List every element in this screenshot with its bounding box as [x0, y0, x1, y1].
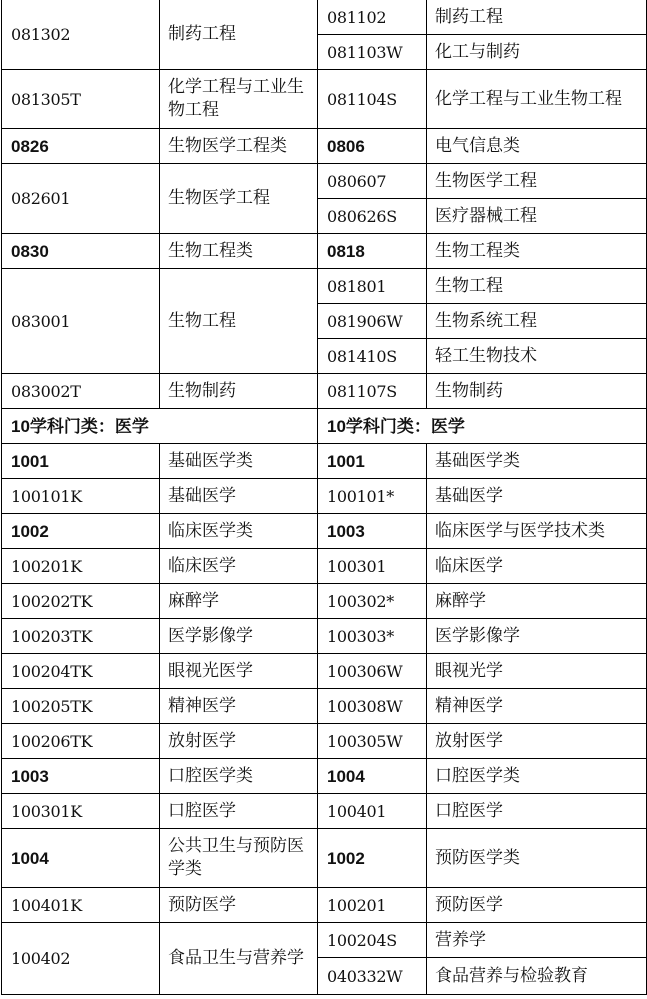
new-name-cell: 制药工程 [160, 0, 318, 70]
new-name-cell: 预防医学 [160, 888, 318, 923]
new-code-cell: 100101K [2, 479, 160, 514]
new-code-cell: 100401K [2, 888, 160, 923]
old-code-cell: 100401 [318, 794, 427, 829]
old-code-cell: 081102 [318, 0, 427, 35]
new-name-cell: 临床医学 [160, 549, 318, 584]
new-name-cell: 生物医学工程类 [160, 129, 318, 164]
new-code-cell: 081305T [2, 70, 160, 129]
new-class-code-cell: 0826 [2, 129, 160, 164]
new-class-code-cell: 1003 [2, 759, 160, 794]
table-row [2, 689, 647, 724]
table-row [2, 479, 647, 514]
old-name-cell: 生物工程 [427, 269, 647, 304]
new-code-cell: 100206TK [2, 724, 160, 759]
table-row [2, 759, 647, 794]
old-name-cell: 生物制药 [427, 374, 647, 409]
table-row [2, 724, 647, 759]
new-discipline-header: 10学科门类：医学 [2, 409, 318, 444]
old-name-cell: 医学影像学 [427, 619, 647, 654]
new-code-cell: 100402 [2, 923, 160, 995]
old-name-cell: 化学工程与工业生物工程 [427, 70, 647, 129]
old-name-cell: 基础医学类 [427, 444, 647, 479]
new-name-cell: 放射医学 [160, 724, 318, 759]
new-name-cell: 眼视光医学 [160, 654, 318, 689]
old-class-code-cell: 1004 [318, 759, 427, 794]
table-row [2, 129, 647, 164]
old-name-cell: 食品营养与检验教育 [427, 958, 647, 995]
table-row [2, 269, 647, 304]
new-class-code-cell: 1001 [2, 444, 160, 479]
old-name-cell: 放射医学 [427, 724, 647, 759]
old-code-cell: 080607 [318, 164, 427, 199]
old-code-cell: 100201 [318, 888, 427, 923]
old-name-cell: 口腔医学类 [427, 759, 647, 794]
old-name-cell: 麻醉学 [427, 584, 647, 619]
old-class-code-cell: 1002 [318, 829, 427, 888]
table-row [2, 794, 647, 829]
old-code-cell: 081906W [318, 304, 427, 339]
old-code-cell: 100306W [318, 654, 427, 689]
new-class-code-cell: 1004 [2, 829, 160, 888]
new-name-cell: 公共卫生与预防医学类 [160, 829, 318, 888]
major-comparison-table [1, 0, 647, 995]
new-name-cell: 食品卫生与营养学 [160, 923, 318, 995]
new-code-cell: 100201K [2, 549, 160, 584]
old-name-cell: 电气信息类 [427, 129, 647, 164]
new-code-cell: 083001 [2, 269, 160, 374]
table-row [2, 70, 647, 129]
table-row [2, 0, 647, 35]
old-code-cell: 081103W [318, 35, 427, 70]
old-name-cell: 临床医学与医学技术类 [427, 514, 647, 549]
new-code-cell: 100203TK [2, 619, 160, 654]
new-name-cell: 化学工程与工业生物工程 [160, 70, 318, 129]
new-name-cell: 医学影像学 [160, 619, 318, 654]
old-code-cell: 080626S [318, 199, 427, 234]
old-name-cell: 化工与制药 [427, 35, 647, 70]
old-code-cell: 100101* [318, 479, 427, 514]
old-code-cell: 100204S [318, 923, 427, 958]
new-name-cell: 生物制药 [160, 374, 318, 409]
old-class-code-cell: 1001 [318, 444, 427, 479]
old-code-cell: 100303* [318, 619, 427, 654]
old-name-cell: 基础医学 [427, 479, 647, 514]
old-name-cell: 精神医学 [427, 689, 647, 724]
new-name-cell: 临床医学类 [160, 514, 318, 549]
new-name-cell: 基础医学 [160, 479, 318, 514]
new-name-cell: 精神医学 [160, 689, 318, 724]
table-row [2, 888, 647, 923]
old-code-cell: 100308W [318, 689, 427, 724]
table-row [2, 584, 647, 619]
new-code-cell: 100204TK [2, 654, 160, 689]
table-row [2, 619, 647, 654]
table-row [2, 164, 647, 199]
table-row [2, 829, 647, 888]
new-code-cell: 083002T [2, 374, 160, 409]
old-name-cell: 临床医学 [427, 549, 647, 584]
old-name-cell: 预防医学类 [427, 829, 647, 888]
new-class-code-cell: 1002 [2, 514, 160, 549]
old-class-code-cell: 1003 [318, 514, 427, 549]
old-name-cell: 生物医学工程 [427, 164, 647, 199]
old-name-cell: 轻工生物技术 [427, 339, 647, 374]
new-code-cell: 100301K [2, 794, 160, 829]
new-name-cell: 生物工程 [160, 269, 318, 374]
new-code-cell: 081302 [2, 0, 160, 70]
old-name-cell: 口腔医学 [427, 794, 647, 829]
old-name-cell: 营养学 [427, 923, 647, 958]
old-class-code-cell: 0806 [318, 129, 427, 164]
new-code-cell: 082601 [2, 164, 160, 234]
new-class-code-cell: 0830 [2, 234, 160, 269]
old-code-cell: 081107S [318, 374, 427, 409]
table-row [2, 234, 647, 269]
new-name-cell: 生物工程类 [160, 234, 318, 269]
table-row [2, 444, 647, 479]
table-row-section-header [2, 409, 647, 444]
table-row [2, 374, 647, 409]
new-code-cell: 100205TK [2, 689, 160, 724]
old-code-cell: 100302* [318, 584, 427, 619]
table-row [2, 654, 647, 689]
old-name-cell: 生物系统工程 [427, 304, 647, 339]
new-name-cell: 基础医学类 [160, 444, 318, 479]
old-code-cell: 081104S [318, 70, 427, 129]
old-code-cell: 040332W [318, 958, 427, 995]
new-name-cell: 生物医学工程 [160, 164, 318, 234]
new-name-cell: 口腔医学 [160, 794, 318, 829]
old-name-cell: 眼视光学 [427, 654, 647, 689]
table-row [2, 549, 647, 584]
old-code-cell: 081410S [318, 339, 427, 374]
new-name-cell: 口腔医学类 [160, 759, 318, 794]
old-name-cell: 医疗器械工程 [427, 199, 647, 234]
table-row [2, 923, 647, 958]
old-code-cell: 100305W [318, 724, 427, 759]
old-name-cell: 生物工程类 [427, 234, 647, 269]
old-name-cell: 预防医学 [427, 888, 647, 923]
old-code-cell: 081801 [318, 269, 427, 304]
old-name-cell: 制药工程 [427, 0, 647, 35]
old-discipline-header: 10学科门类：医学 [318, 409, 647, 444]
new-name-cell: 麻醉学 [160, 584, 318, 619]
table-row [2, 514, 647, 549]
old-class-code-cell: 0818 [318, 234, 427, 269]
new-code-cell: 100202TK [2, 584, 160, 619]
old-code-cell: 100301 [318, 549, 427, 584]
